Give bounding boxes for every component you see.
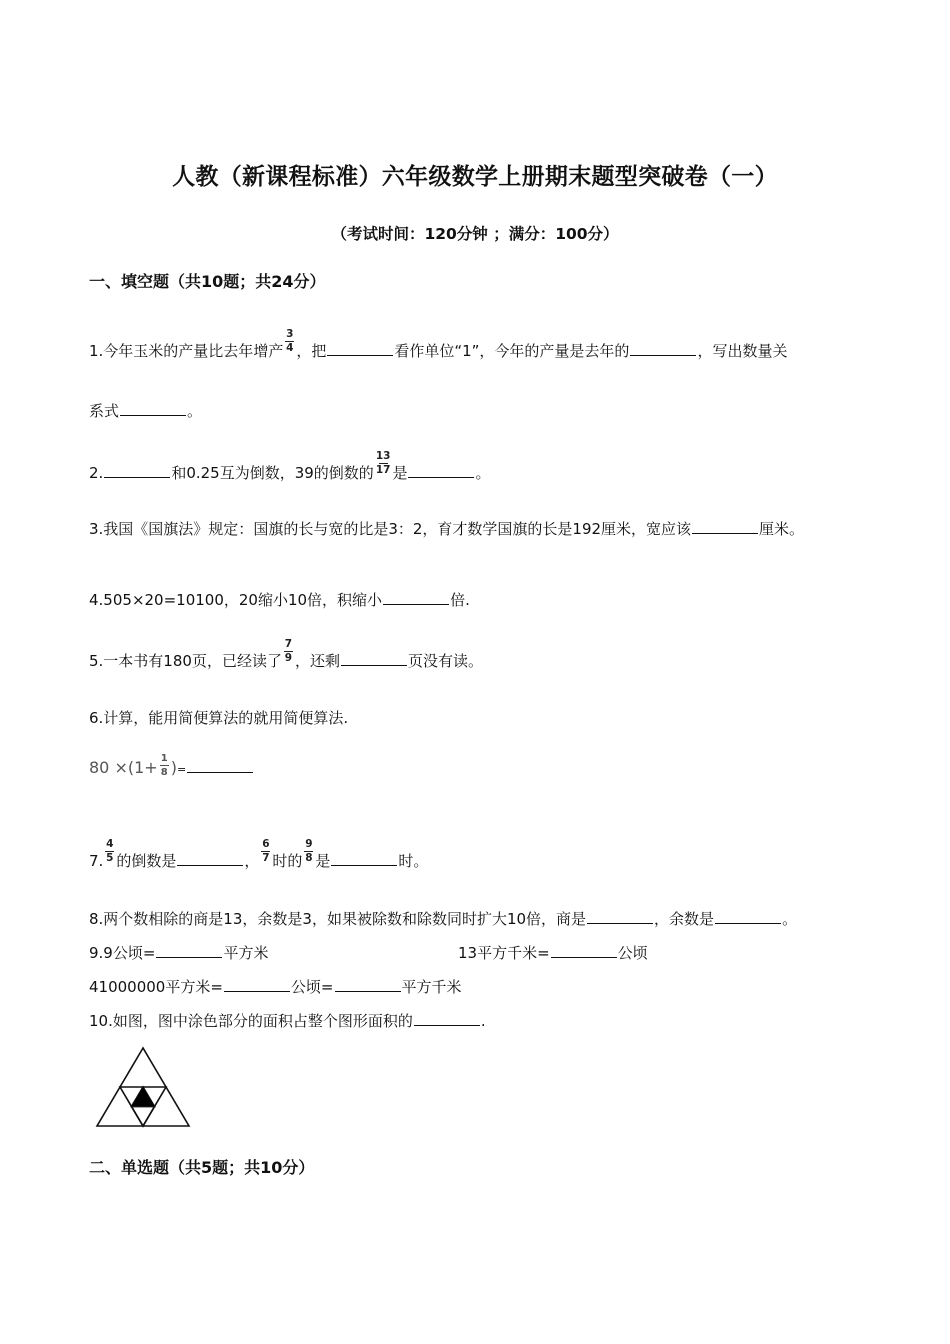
triangle-figure bbox=[95, 1046, 191, 1132]
answer-blank[interactable] bbox=[587, 909, 653, 924]
answer-blank[interactable] bbox=[327, 341, 393, 356]
answer-blank[interactable] bbox=[692, 519, 758, 534]
section-fill-in: 一、填空题（共10题；共24分） bbox=[89, 272, 326, 291]
question-8: 8.两个数相除的商是13，余数是3，如果被除数和除数同时扩大10倍，商是 ，余数是 。 bbox=[89, 910, 798, 928]
question-10: 10.如图，图中涂色部分的面积占整个图形面积的 . bbox=[89, 1012, 486, 1030]
section-single-choice: 二、单选题（共5题；共10分） bbox=[89, 1158, 315, 1177]
question-9-part-1: 9.9公顷= 平方米 bbox=[89, 944, 269, 962]
answer-blank[interactable] bbox=[187, 758, 253, 773]
answer-blank[interactable] bbox=[156, 943, 222, 958]
question-9-part-2: 13平方千米= 公顷 bbox=[458, 944, 648, 962]
fraction-13-17: $\frac{13}{17}$ bbox=[375, 450, 391, 476]
fraction-7-9: $\frac{7}{9}$ bbox=[284, 638, 293, 664]
question-1: 1.今年玉米的产量比去年增产 $\frac{3}{4}$ ，把 看作单位“1”，今年的产量是去年的 ，写出数量关 bbox=[89, 328, 788, 360]
answer-blank[interactable] bbox=[120, 401, 186, 416]
question-6: 6.计算，能用简便算法的就用简便算法. bbox=[89, 709, 349, 727]
exam-info: （考试时间：120分钟 ；满分：100分） bbox=[331, 225, 619, 243]
question-2: 2. 和0.25互为倒数，39的倒数的 $\frac{13}{17}$ 是 。 bbox=[89, 450, 491, 482]
question-4: 4.505×20=10100，20缩小10倍，积缩小 倍. bbox=[89, 591, 470, 609]
answer-blank[interactable] bbox=[715, 909, 781, 924]
question-9-part-3: 41000000平方米= 公顷= 平方千米 bbox=[89, 978, 462, 996]
page-title: 人教（新课程标准）六年级数学上册期末题型突破卷（一） bbox=[172, 164, 778, 190]
answer-blank[interactable] bbox=[408, 463, 474, 478]
fraction-6-7: $\frac{6}{7}$ bbox=[262, 838, 270, 864]
answer-blank[interactable] bbox=[335, 977, 401, 992]
question-7: 7. $\frac{4}{5}$ 的倒数是 ， $\frac{6}{7}$ 时的 $\frac{9}{8}$ 是 时。 bbox=[89, 838, 429, 870]
answer-blank[interactable] bbox=[341, 651, 407, 666]
question-5: 5.一本书有180页，已经读了 $\frac{7}{9}$ ，还剩 页没有读。 bbox=[89, 638, 483, 670]
formula-image: 80 ×(1+ $\frac{1}{8}$ ) bbox=[89, 753, 177, 778]
question-1-continued: 系式 。 bbox=[89, 402, 203, 420]
answer-blank[interactable] bbox=[630, 341, 696, 356]
answer-blank[interactable] bbox=[414, 1011, 480, 1026]
answer-blank[interactable] bbox=[224, 977, 290, 992]
fraction-1-8: $\frac{1}{8}$ bbox=[160, 753, 168, 778]
fraction-4-5: $\frac{4}{5}$ bbox=[106, 838, 114, 864]
answer-blank[interactable] bbox=[551, 943, 617, 958]
answer-blank[interactable] bbox=[104, 463, 170, 478]
fraction-9-8: $\frac{9}{8}$ bbox=[305, 838, 313, 864]
question-3: 3.我国《国旗法》规定：国旗的长与宽的比是3：2，育才数学国旗的长是192厘米，宽应该 厘米。 bbox=[89, 520, 805, 538]
answer-blank[interactable] bbox=[383, 590, 449, 605]
fraction-3-4: $\frac{3}{4}$ bbox=[286, 328, 294, 354]
formula-6: 80 ×(1+ $\frac{1}{8}$ )= bbox=[89, 756, 254, 781]
answer-blank[interactable] bbox=[177, 851, 243, 866]
answer-blank[interactable] bbox=[331, 851, 397, 866]
